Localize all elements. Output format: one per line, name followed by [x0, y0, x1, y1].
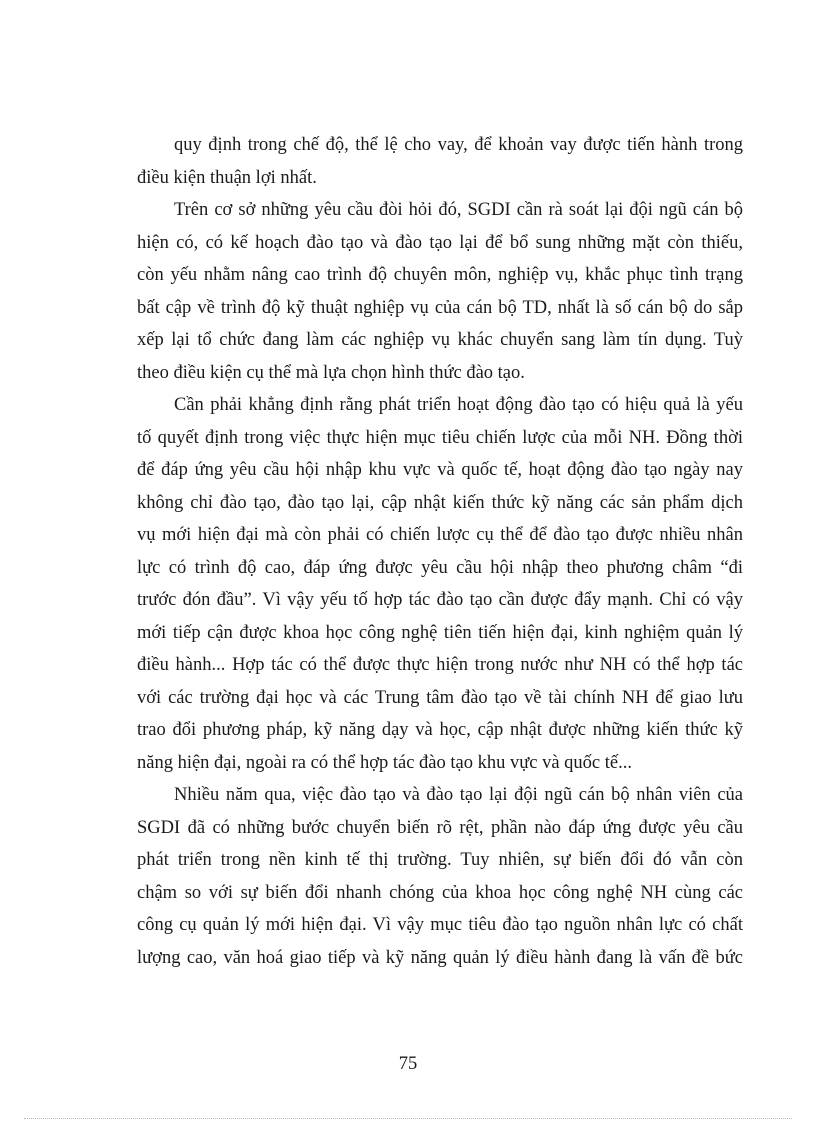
- text-line: để đáp ứng yêu cầu hội nhập khu vực và quốc tế, hoạt động đào tạo ngày nay: [137, 460, 743, 480]
- text-line: hiện có, có kế hoạch đào tạo và đào tạo lại để bổ sung những mặt còn thiếu,: [137, 232, 743, 253]
- text-line: chậm so với sự biến đổi nhanh chóng của khoa học công nghệ NH cùng các: [137, 882, 743, 903]
- text-line: Trên cơ sở những yêu cầu đòi hỏi đó, SGDI cần rà soát lại đội ngũ cán bộ: [174, 200, 743, 220]
- text-line: bất cập về trình độ kỹ thuật nghiệp vụ của cán bộ TD, nhất là số cán bộ do sắp: [137, 297, 743, 318]
- bottom-dotted-rule: [24, 1118, 792, 1119]
- text-line: tố quyết định trong việc thực hiện mục tiêu chiến lược của mỗi NH. Đồng thời: [137, 427, 743, 448]
- text-line: với các trường đại học và các Trung tâm đào tạo về tài chính NH để giao lưu: [137, 687, 743, 708]
- page-number: 75: [398, 1054, 418, 1074]
- text-line: quy định trong chế độ, thể lệ cho vay, để khoản vay được tiến hành trong: [174, 135, 743, 155]
- text-line: lượng cao, văn hoá giao tiếp và kỹ năng quản lý điều hành đang là vấn đề bức: [137, 947, 743, 968]
- paragraph: [137, 389, 743, 779]
- text-line: theo điều kiện cụ thể mà lựa chọn hình thức đào tạo.: [137, 362, 525, 383]
- text-line: xếp lại tổ chức đang làm các nghiệp vụ khác chuyển sang làm tín dụng. Tuỳ: [137, 330, 743, 350]
- paragraph: [137, 129, 743, 194]
- text-line: lực có trình độ cao, đáp ứng được yêu cầu hội nhập theo phương châm “đi: [137, 557, 743, 578]
- paragraph: [137, 779, 743, 974]
- text-line: điều hành... Hợp tác có thể được thực hiện trong nước như NH có thể hợp tác: [137, 655, 743, 675]
- text-line: phát triển trong nền kinh tế thị trường. Tuy nhiên, sự biến đổi đó vẫn còn: [137, 850, 743, 870]
- text-line: công cụ quản lý mới hiện đại. Vì vậy mục tiêu đào tạo nguồn nhân lực có chất: [137, 915, 743, 935]
- text-line: Nhiều năm qua, việc đào tạo và đào tạo lại đội ngũ cán bộ nhân viên của: [174, 785, 743, 805]
- paragraph: [137, 194, 743, 389]
- text-line: còn yếu nhằm nâng cao trình độ chuyên môn, nghiệp vụ, khắc phục tình trạng: [137, 265, 743, 285]
- text-line: vụ mới hiện đại mà còn phải có chiến lược cụ thể để đào tạo được nhiều nhân: [137, 525, 743, 545]
- text-line: mới tiếp cận được khoa học công nghệ tiên tiến hiện đại, kinh nghiệm quản lý: [137, 622, 743, 643]
- text-line: năng hiện đại, ngoài ra có thể hợp tác đào tạo khu vực và quốc tế...: [137, 752, 632, 773]
- text-line: SGDI đã có những bước chuyển biến rõ rệt, phần nào đáp ứng được yêu cầu: [137, 817, 743, 838]
- text-line: điều kiện thuận lợi nhất.: [137, 167, 317, 188]
- text-line: Cần phải khẳng định rằng phát triển hoạt động đào tạo có hiệu quả là yếu: [174, 395, 743, 415]
- text-line: trao đổi phương pháp, kỹ năng dạy và học, cập nhật được những kiến thức kỹ: [137, 720, 743, 740]
- body-text: [137, 129, 743, 974]
- text-line: không chỉ đào tạo, đào tạo lại, cập nhật kiến thức kỹ năng các sản phẩm dịch: [137, 492, 743, 513]
- text-line: trước đón đầu”. Vì vậy yếu tố hợp tác đào tạo cần được đẩy mạnh. Chỉ có vậy: [137, 590, 743, 610]
